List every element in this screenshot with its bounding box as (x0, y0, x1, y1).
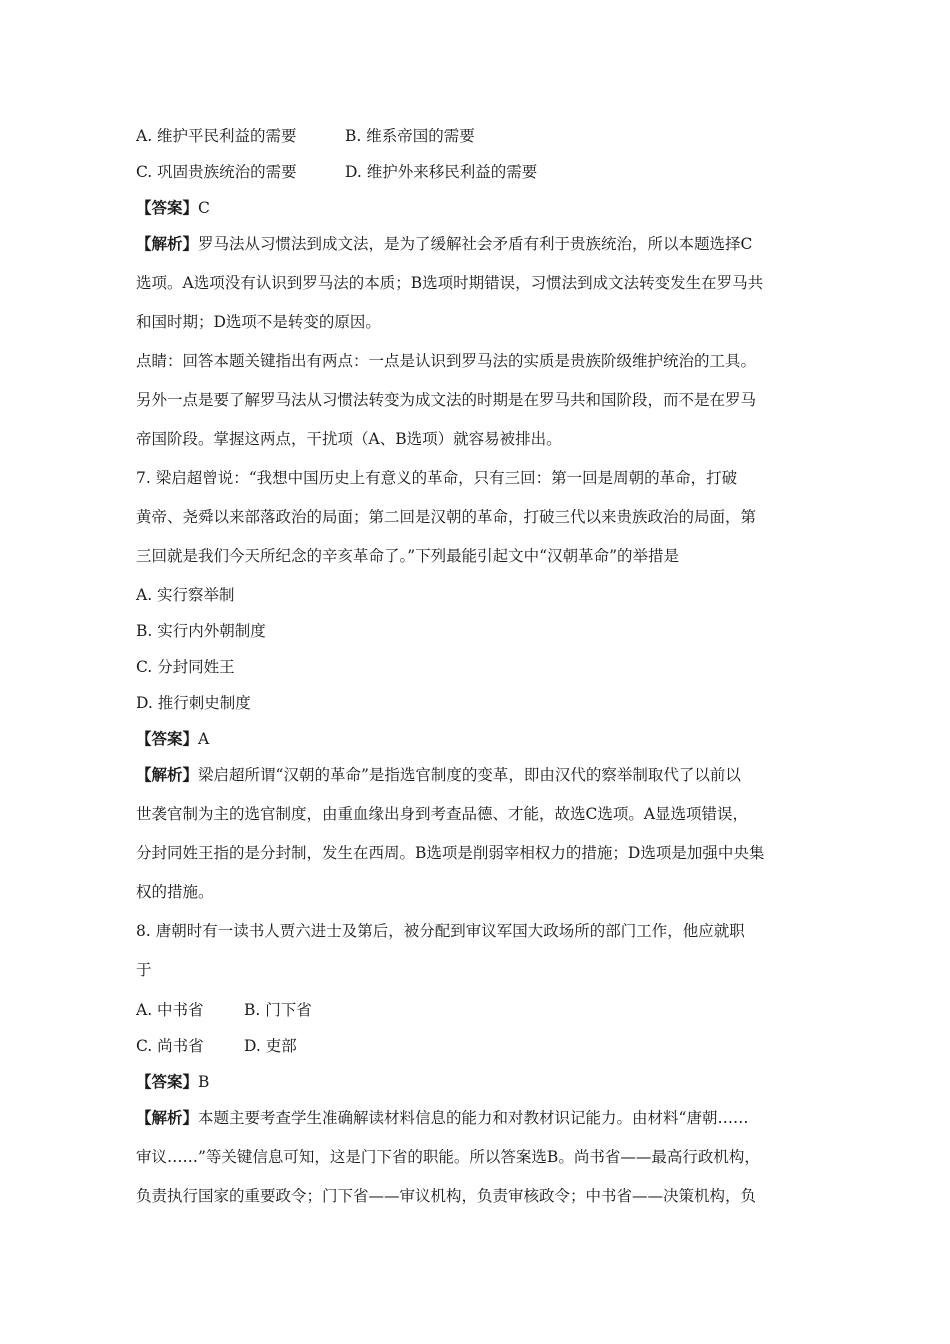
q8-answer (136, 1072, 826, 1092)
q6-comment-line: 另外一点是要了解罗马法从习惯法转变为成文法的时期是在罗马共和国阶段，而不是在罗马 (136, 391, 757, 409)
q7-stem-line: 7. 梁启超曾说：“我想中国历史上有意义的革命，只有三回：第一回是周朝的革命，打破 (136, 469, 738, 487)
q6-answer (136, 198, 826, 218)
q8-analysis-line: 负责执行国家的重要政令；门下省——审议机构，负责审核政令；中书省——决策机构，负 (136, 1187, 757, 1205)
q7-answer (136, 729, 826, 749)
q6-analysis-line: 选项。A选项没有认识到罗马法的本质；B选项时期错误，习惯法到成文法转变发生在罗马共 (136, 274, 764, 292)
q6-analysis-line (136, 234, 826, 254)
analysis-tag: 【解析】 (136, 765, 199, 784)
q6-option-c: C. 巩固贵族统治的需要 (136, 163, 297, 181)
q7-analysis-line: 权的措施。 (136, 883, 214, 901)
analysis-text: 梁启超所谓“汉朝的革命”是指选官制度的变革，即由汉代的察举制取代了以前以 (198, 766, 741, 784)
q7-stem-line: 三回就是我们今天所纪念的辛亥革命了。”下列最能引起文中“汉朝革命”的举措是 (136, 547, 680, 565)
q8-analysis-line: 审议……”等关键信息可知，这是门下省的职能。所以答案选B。尚书省——最高行政机构， (136, 1148, 760, 1166)
q8-stem-line: 于 (136, 961, 152, 979)
answer-tag: 【答案】 (136, 1072, 199, 1091)
q7-analysis-line: 世袭官制为主的选官制度，由重血缘出身到考查品德、才能，故选C选项。A显选项错误， (136, 805, 749, 823)
q7-analysis-line (136, 765, 826, 785)
q7-option-d: D. 推行刺史制度 (136, 694, 251, 712)
q7-option-c: C. 分封同姓王 (136, 658, 235, 676)
q8-option-b: B. 门下省 (244, 1001, 312, 1019)
q8-option-d: D. 吏部 (244, 1037, 297, 1055)
answer-tag: 【答案】 (136, 729, 199, 748)
q8-options-row-2 (136, 1036, 826, 1056)
q6-comment-line: 帝国阶段。掌握这两点，干扰项（A、B选项）就容易被排出。 (136, 430, 562, 448)
q6-options-row-2 (136, 162, 826, 182)
q8-stem-line: 8. 唐朝时有一读书人贾六进士及第后，被分配到审议军国大政场所的部门工作，他应就职 (136, 922, 745, 940)
analysis-tag: 【解析】 (136, 234, 199, 253)
answer-value: C (198, 199, 210, 217)
answer-value: A (198, 730, 210, 748)
q7-stem-line: 黄帝、尧舜以来部落政治的局面；第二回是汉朝的革命，打破三代以来贵族政治的局面，第 (136, 508, 757, 526)
q6-option-a: A. 维护平民利益的需要 (136, 127, 297, 145)
analysis-text: 本题主要考查学生准确解读材料信息的能力和对教材识记能力。由材料“唐朝…… (198, 1109, 749, 1127)
q6-options-row-1 (136, 126, 826, 146)
q7-option-a: A. 实行察举制 (136, 586, 235, 604)
answer-tag: 【答案】 (136, 198, 199, 217)
q8-option-c: C. 尚书省 (136, 1037, 204, 1055)
q8-analysis-line (136, 1108, 826, 1128)
q6-analysis-line: 和国时期；D选项不是转变的原因。 (136, 313, 381, 331)
analysis-text: 罗马法从习惯法到成文法，是为了缓解社会矛盾有利于贵族统治，所以本题选择C (198, 235, 753, 253)
q7-option-b: B. 实行内外朝制度 (136, 622, 266, 640)
analysis-tag: 【解析】 (136, 1108, 199, 1127)
q6-option-d: D. 维护外来移民利益的需要 (345, 163, 538, 181)
q6-option-b: B. 维系帝国的需要 (345, 127, 475, 145)
q8-options-row-1 (136, 1000, 826, 1020)
q6-comment-line: 点睛：回答本题关键指出有两点：一点是认识到罗马法的实质是贵族阶级维护统治的工具。 (136, 352, 757, 370)
q7-analysis-line: 分封同姓王指的是分封制，发生在西周。B选项是削弱宰相权力的措施；D选项是加强中央集 (136, 844, 765, 862)
q8-option-a: A. 中书省 (136, 1001, 204, 1019)
answer-value: B (198, 1073, 210, 1091)
